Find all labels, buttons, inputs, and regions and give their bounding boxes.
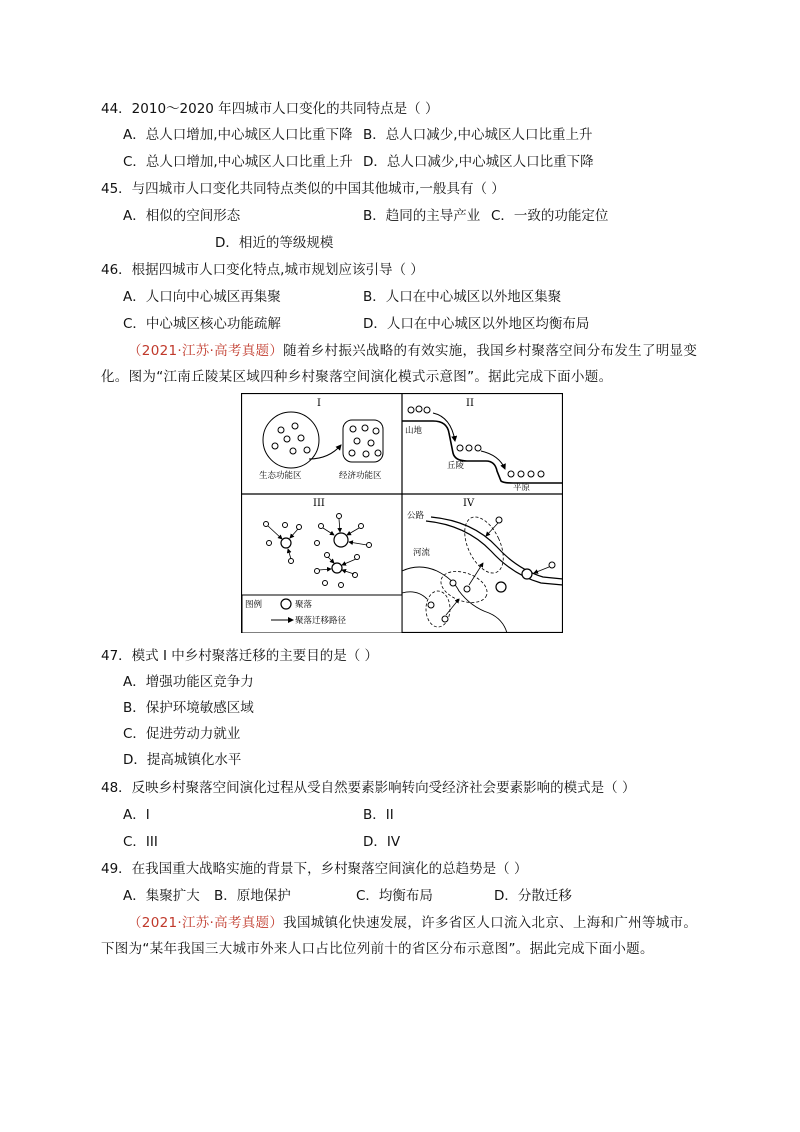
question-45-option-b[interactable]: B．趋同的主导产业 <box>363 208 481 224</box>
question-47-option-d[interactable]: D．提高城镇化水平 <box>123 752 242 768</box>
question-48-option-d[interactable]: D．IV <box>363 834 401 850</box>
legend-path-label: 聚落迁移路径 <box>295 616 347 626</box>
panel-1-number: I <box>317 398 321 409</box>
hill-label: 丘陵 <box>447 461 465 471</box>
question-45-option-d[interactable]: D．相近的等级规模 <box>215 235 334 251</box>
panel-2-number: II <box>466 398 474 409</box>
question-49-stem: 49．在我国重大战略实施的背景下，乡村聚落空间演化的总趋势是（ ） <box>101 861 528 877</box>
economic-zone-label: 经济功能区 <box>339 471 382 481</box>
question-47-option-a[interactable]: A．增强功能区竞争力 <box>123 674 254 690</box>
question-44-option-c[interactable]: C．总人口增加,中心城区人口比重上升 <box>123 154 353 170</box>
ecological-zone-label: 生态功能区 <box>259 471 302 481</box>
question-45-stem: 45．与四城市人口变化共同特点类似的中国其他城市,一般具有（ ） <box>101 181 505 197</box>
question-49-option-a[interactable]: A．集聚扩大 <box>123 888 200 904</box>
source-tag: （2021·江苏·高考真题） <box>128 343 284 359</box>
question-48-stem: 48．反映乡村聚落空间演化过程从受自然要素影响转向受经济社会要素影响的模式是（ ） <box>101 780 636 796</box>
mountain-label: 山地 <box>405 426 423 436</box>
intro-paragraph-2 <box>101 910 701 962</box>
question-46-option-d[interactable]: D．人口在中心城区以外地区均衡布局 <box>363 316 590 332</box>
intro-paragraph-1 <box>101 338 701 390</box>
settlement-evolution-figure <box>241 393 563 633</box>
question-46-option-b[interactable]: B．人口在中心城区以外地区集聚 <box>363 289 562 305</box>
question-44-option-d[interactable]: D．总人口减少,中心城区人口比重下降 <box>363 154 594 170</box>
question-47-stem: 47．模式 I 中乡村聚落迁移的主要目的是（ ） <box>101 648 379 664</box>
question-44-option-b[interactable]: B．总人口减少,中心城区人口比重上升 <box>363 127 593 143</box>
question-46-stem: 46．根据四城市人口变化特点,城市规划应该引导（ ） <box>101 262 424 278</box>
question-48-option-a[interactable]: A．I <box>123 807 150 823</box>
question-45-option-a[interactable]: A．相似的空间形态 <box>123 208 241 224</box>
question-46-option-c[interactable]: C．中心城区核心功能疏解 <box>123 316 281 332</box>
panel-4-number: IV <box>463 498 475 509</box>
question-46-option-a[interactable]: A．人口向中心城区再集聚 <box>123 289 281 305</box>
question-44-option-a[interactable]: A．总人口增加,中心城区人口比重下降 <box>123 127 353 143</box>
question-45-option-c[interactable]: C．一致的功能定位 <box>491 208 609 224</box>
legend-settlement-label: 聚落 <box>295 600 313 610</box>
river-label: 河流 <box>413 548 431 558</box>
question-49-option-d[interactable]: D．分散迁移 <box>494 888 572 904</box>
plain-label: 平原 <box>513 483 531 493</box>
question-48-option-c[interactable]: C．III <box>123 834 158 850</box>
question-49-option-c[interactable]: C．均衡布局 <box>356 888 433 904</box>
panel-3-number: III <box>313 498 325 509</box>
question-49-option-b[interactable]: B．原地保护 <box>214 888 291 904</box>
question-47-option-c[interactable]: C．促进劳动力就业 <box>123 726 241 742</box>
road-label: 公路 <box>407 511 425 521</box>
intro-text: 随着乡村振兴战略的有效实施，我国乡村聚落空间分布发生了明显变化。图为“江南丘陵某区域四种乡村聚落空间演化模式示意图”。据此完成下面小题。 <box>101 343 698 385</box>
question-48-option-b[interactable]: B．II <box>363 807 394 823</box>
question-44-stem: 44．2010～2020 年四城市人口变化的共同特点是（ ） <box>101 101 439 117</box>
source-tag-2: （2021·江苏·高考真题） <box>128 915 284 931</box>
legend-title: 图例 <box>245 600 263 610</box>
intro-text-2: 我国城镇化快速发展，许多省区人口流入北京、上海和广州等城市。下图为“某年我国三大城市外来人口占比位列前十的省区分布示意图”。据此完成下面小题。 <box>101 915 698 957</box>
question-47-option-b[interactable]: B．保护环境敏感区域 <box>123 700 254 716</box>
